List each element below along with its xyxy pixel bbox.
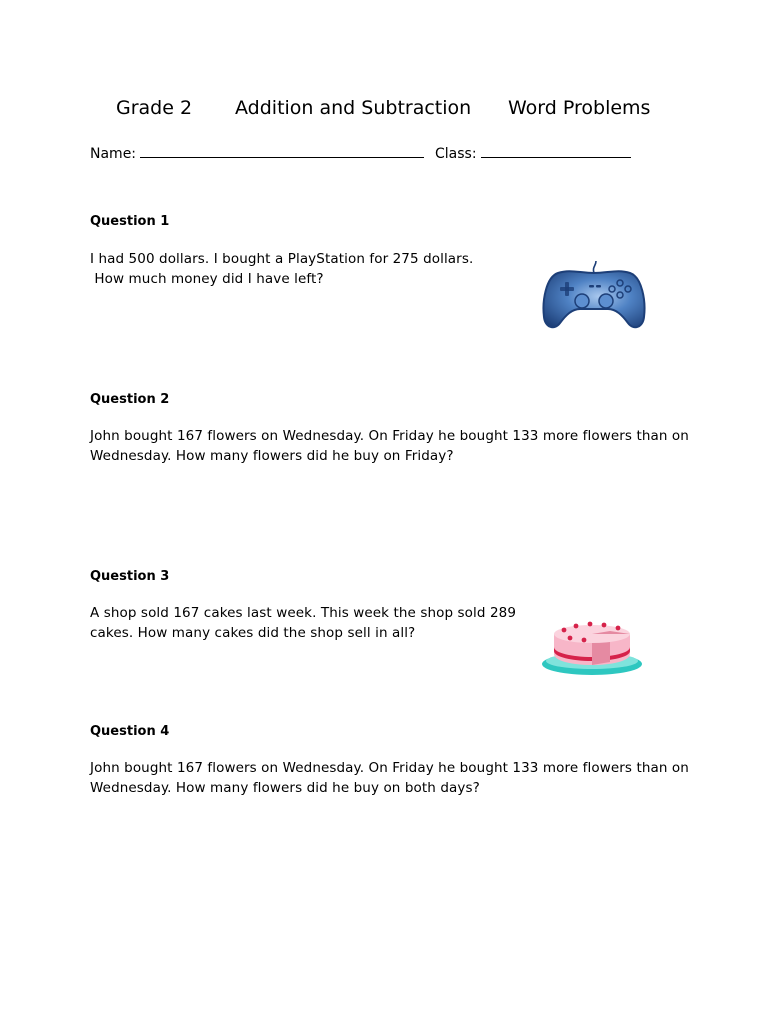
question-4-line-2: Wednesday. How many flowers did he buy on both days? (90, 780, 480, 796)
question-2-line-1: John bought 167 flowers on Wednesday. On Friday he bought 133 more flowers than on (90, 428, 689, 444)
question-1-heading: Question 1 (90, 214, 170, 229)
question-3-heading: Question 3 (90, 569, 170, 584)
question-3-line-1: A shop sold 167 cakes last week. This week the shop sold 289 (90, 605, 517, 621)
title-topic: Addition and Subtraction (235, 97, 472, 119)
title-grade: Grade 2 (116, 97, 193, 119)
name-blank-line[interactable] (140, 143, 424, 158)
class-blank-line[interactable] (481, 143, 631, 158)
name-field[interactable] (90, 143, 424, 163)
question-1-line-1: I had 500 dollars. I bought a PlayStation for 275 dollars. (90, 251, 474, 267)
question-3-text (90, 603, 516, 643)
question-3-line-2: cakes. How many cakes did the shop sell in all? (90, 625, 416, 641)
question-1-text (90, 249, 473, 289)
question-4-line-1: John bought 167 flowers on Wednesday. On Friday he bought 133 more flowers than on (90, 760, 689, 776)
title-type: Word Problems (508, 97, 651, 119)
class-field[interactable] (435, 143, 631, 163)
class-label: Class: (435, 146, 477, 162)
question-2-heading: Question 2 (90, 392, 170, 407)
question-2-line-2: Wednesday. How many flowers did he buy on Friday? (90, 448, 454, 464)
cake-icon (540, 612, 646, 678)
game-controller-icon (540, 257, 648, 337)
name-label: Name: (90, 146, 137, 162)
question-4-heading: Question 4 (90, 724, 170, 739)
question-2-text (90, 426, 689, 466)
question-1-line-2: How much money did I have left? (90, 271, 324, 287)
question-4-text (90, 758, 689, 798)
